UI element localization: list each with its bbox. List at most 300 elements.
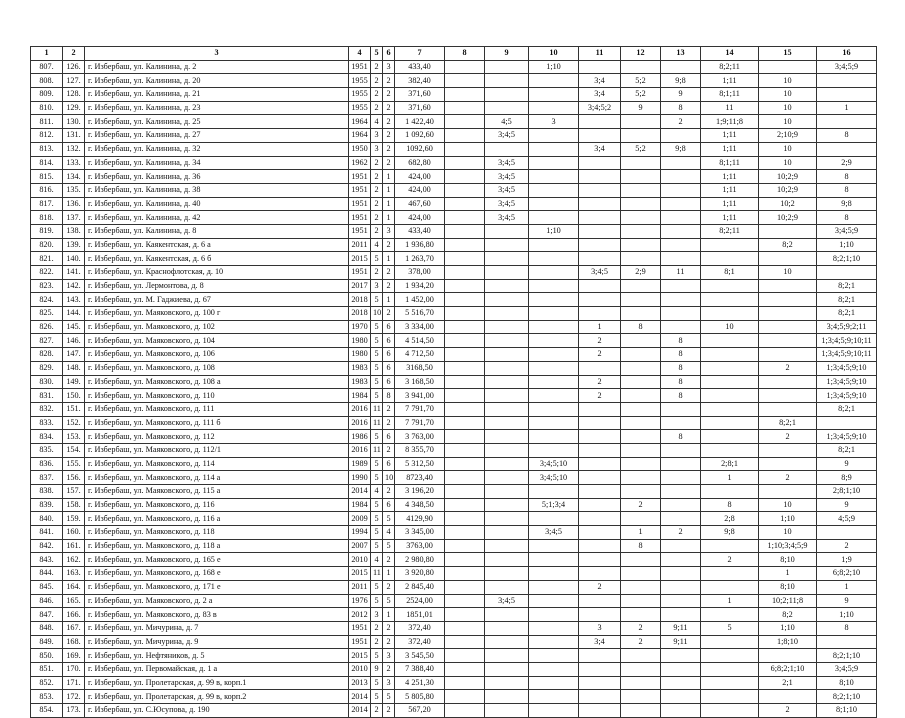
table-cell: 2 980,80: [395, 553, 445, 567]
table-cell: 1 092,60: [395, 129, 445, 143]
table-cell: [621, 375, 661, 389]
table-cell: 5: [371, 512, 383, 526]
table-cell: [621, 156, 661, 170]
table-cell: 8;2;1;10: [817, 690, 877, 704]
table-cell: [759, 252, 817, 266]
table-cell: 3;4;5;9: [817, 60, 877, 74]
table-cell: 3: [383, 676, 395, 690]
table-cell: [529, 156, 579, 170]
table-cell: 1;9: [817, 553, 877, 567]
table-cell: 844.: [31, 567, 63, 581]
table-cell: 159.: [63, 512, 85, 526]
table-row: [31, 621, 877, 635]
table-cell: 2 845,40: [395, 580, 445, 594]
table-cell: [445, 594, 485, 608]
table-cell: 5;2: [621, 88, 661, 102]
table-row: [31, 690, 877, 704]
table-cell: 173.: [63, 704, 85, 718]
table-cell: [661, 567, 701, 581]
table-cell: 810.: [31, 101, 63, 115]
table-cell: [445, 443, 485, 457]
table-cell: [445, 170, 485, 184]
table-cell: [485, 279, 529, 293]
table-cell: 1;10: [759, 621, 817, 635]
table-cell: [529, 293, 579, 307]
table-cell: 5: [371, 580, 383, 594]
table-cell: 820.: [31, 238, 63, 252]
table-cell: [661, 197, 701, 211]
table-cell: 3;4;5;10: [529, 457, 579, 471]
table-cell: [485, 334, 529, 348]
table-row: [31, 594, 877, 608]
table-cell: [445, 567, 485, 581]
table-cell: 139.: [63, 238, 85, 252]
table-cell: 3: [579, 621, 621, 635]
table-cell: 1;3;4;5;9;10: [817, 361, 877, 375]
address-cell: г. Избербаш, ул. Маяковского, д. 108 а: [85, 375, 349, 389]
table-cell: 2009: [349, 512, 371, 526]
table-cell: 6: [383, 348, 395, 362]
table-cell: 144.: [63, 307, 85, 321]
table-cell: [529, 443, 579, 457]
table-cell: 818.: [31, 211, 63, 225]
table-cell: 2: [621, 635, 661, 649]
table-cell: [701, 279, 759, 293]
table-cell: [817, 88, 877, 102]
table-cell: [485, 553, 529, 567]
table-cell: 1: [579, 320, 621, 334]
table-cell: 1: [383, 293, 395, 307]
table-cell: 1 263,70: [395, 252, 445, 266]
table-cell: 1;10;3;4;5;9: [759, 539, 817, 553]
table-cell: 1986: [349, 430, 371, 444]
table-cell: 1;8;10: [759, 635, 817, 649]
table-cell: 2: [383, 416, 395, 430]
table-cell: 838.: [31, 485, 63, 499]
table-cell: [485, 430, 529, 444]
table-cell: 150.: [63, 389, 85, 403]
table-cell: 156.: [63, 471, 85, 485]
table-cell: 8: [817, 211, 877, 225]
table-cell: 813.: [31, 142, 63, 156]
table-cell: 3 168,50: [395, 375, 445, 389]
table-cell: 2: [383, 635, 395, 649]
table-row: [31, 512, 877, 526]
address-cell: г. Избербаш, ул. Калинина, д. 20: [85, 74, 349, 88]
table-cell: [529, 170, 579, 184]
table-cell: [759, 348, 817, 362]
table-cell: 1955: [349, 74, 371, 88]
table-cell: 8: [817, 621, 877, 635]
table-cell: 809.: [31, 88, 63, 102]
table-cell: 1: [759, 567, 817, 581]
table-cell: 378,00: [395, 266, 445, 280]
table-cell: [485, 348, 529, 362]
table-cell: 424,00: [395, 183, 445, 197]
table-cell: [817, 74, 877, 88]
table-cell: 5: [371, 348, 383, 362]
table-cell: 8;2;1: [817, 293, 877, 307]
table-cell: [661, 512, 701, 526]
table-cell: 372,40: [395, 621, 445, 635]
table-cell: 2: [383, 704, 395, 718]
table-cell: 3;4;5: [529, 526, 579, 540]
table-cell: 154.: [63, 443, 85, 457]
table-cell: 819.: [31, 224, 63, 238]
table-cell: 5: [371, 320, 383, 334]
address-cell: г. Избербаш, ул. Маяковского, д. 165 е: [85, 553, 349, 567]
table-row: [31, 635, 877, 649]
table-cell: 371,60: [395, 101, 445, 115]
table-cell: 2;8: [701, 512, 759, 526]
table-cell: 6;8;2;1;10: [759, 662, 817, 676]
table-cell: [579, 211, 621, 225]
table-cell: 10: [759, 156, 817, 170]
table-cell: 9: [371, 662, 383, 676]
table-cell: 11: [371, 416, 383, 430]
table-cell: 165.: [63, 594, 85, 608]
table-cell: [759, 443, 817, 457]
table-cell: [701, 334, 759, 348]
table-cell: 567,20: [395, 704, 445, 718]
table-cell: [621, 594, 661, 608]
address-cell: г. Избербаш, ул. Каякентская, д. 6 а: [85, 238, 349, 252]
table-cell: 2: [383, 485, 395, 499]
table-cell: [445, 238, 485, 252]
column-number-11: 11: [579, 47, 621, 61]
address-cell: г. Избербаш, ул. Маяковского, д. 108: [85, 361, 349, 375]
table-row: [31, 334, 877, 348]
table-cell: 3;4;5;9: [817, 224, 877, 238]
table-cell: 1: [383, 170, 395, 184]
table-cell: [529, 252, 579, 266]
table-cell: 5 312,50: [395, 457, 445, 471]
table-cell: [445, 416, 485, 430]
table-cell: 161.: [63, 539, 85, 553]
table-cell: 852.: [31, 676, 63, 690]
table-cell: [445, 348, 485, 362]
table-cell: 151.: [63, 402, 85, 416]
table-cell: 4 348,50: [395, 498, 445, 512]
table-cell: 2: [383, 101, 395, 115]
table-cell: 3;4;5: [485, 129, 529, 143]
address-cell: г. Избербаш, ул. Калинина, д. 2: [85, 60, 349, 74]
table-cell: 6: [383, 430, 395, 444]
table-cell: 815.: [31, 170, 63, 184]
table-cell: 9: [817, 498, 877, 512]
table-cell: 811.: [31, 115, 63, 129]
table-cell: [817, 266, 877, 280]
table-cell: [759, 402, 817, 416]
table-cell: 382,40: [395, 74, 445, 88]
table-cell: [661, 156, 701, 170]
table-cell: [579, 115, 621, 129]
address-cell: г. Избербаш, ул. Маяковского, д. 102: [85, 320, 349, 334]
table-cell: 3: [383, 224, 395, 238]
table-cell: [529, 279, 579, 293]
table-cell: [579, 402, 621, 416]
address-cell: г. Избербаш, ул. Краснофлотская, д. 10: [85, 266, 349, 280]
table-row: [31, 608, 877, 622]
table-cell: 172.: [63, 690, 85, 704]
table-cell: 2: [383, 129, 395, 143]
table-cell: [579, 553, 621, 567]
table-cell: [701, 238, 759, 252]
table-cell: [817, 115, 877, 129]
table-cell: [445, 498, 485, 512]
table-cell: 2017: [349, 279, 371, 293]
table-row: [31, 224, 877, 238]
table-cell: [579, 594, 621, 608]
address-cell: г. Избербаш, ул. Калинина, д. 42: [85, 211, 349, 225]
table-cell: 5: [383, 539, 395, 553]
table-cell: 8;2;1: [759, 416, 817, 430]
table-cell: [701, 375, 759, 389]
table-cell: [485, 635, 529, 649]
table-cell: [661, 224, 701, 238]
table-cell: 3;4;5: [485, 594, 529, 608]
table-cell: [445, 211, 485, 225]
table-cell: 2;8;1;10: [817, 485, 877, 499]
table-cell: 3: [371, 279, 383, 293]
table-cell: [759, 307, 817, 321]
address-cell: г. Избербаш, ул. Калинина, д. 27: [85, 129, 349, 143]
table-cell: 4: [371, 485, 383, 499]
table-cell: 8;2;1: [817, 443, 877, 457]
table-cell: 433,40: [395, 60, 445, 74]
table-cell: [621, 115, 661, 129]
table-cell: 1964: [349, 115, 371, 129]
table-cell: [579, 293, 621, 307]
table-cell: 8;2;1: [817, 307, 877, 321]
table-cell: [529, 704, 579, 718]
table-cell: 5: [371, 471, 383, 485]
table-cell: 8: [817, 129, 877, 143]
address-cell: г. Избербаш, ул. Маяковского, д. 114 а: [85, 471, 349, 485]
table-cell: [579, 430, 621, 444]
table-cell: 130.: [63, 115, 85, 129]
address-cell: г. Избербаш, ул. Маяковского, д. 83 в: [85, 608, 349, 622]
table-cell: [485, 512, 529, 526]
table-cell: 9;11: [661, 635, 701, 649]
table-cell: [621, 60, 661, 74]
table-cell: 5: [371, 539, 383, 553]
table-cell: 843.: [31, 553, 63, 567]
address-cell: г. Избербаш, ул. Калинина, д. 38: [85, 183, 349, 197]
table-cell: 131.: [63, 129, 85, 143]
table-cell: 9;8: [661, 74, 701, 88]
address-cell: г. Избербаш, ул. Каякентская, д. 6 б: [85, 252, 349, 266]
table-cell: 8: [661, 430, 701, 444]
table-cell: [701, 485, 759, 499]
table-cell: [701, 389, 759, 403]
table-cell: [445, 512, 485, 526]
table-cell: 3 345,00: [395, 526, 445, 540]
table-cell: [485, 375, 529, 389]
table-cell: [445, 101, 485, 115]
table-cell: 1 452,00: [395, 293, 445, 307]
table-cell: 3 334,00: [395, 320, 445, 334]
table-cell: 682,80: [395, 156, 445, 170]
table-row: [31, 649, 877, 663]
table-cell: [701, 539, 759, 553]
address-cell: г. Избербаш, ул. Маяковского, д. 168 е: [85, 567, 349, 581]
table-cell: 1;3;4;5;9;10: [817, 430, 877, 444]
table-cell: 2: [383, 580, 395, 594]
table-cell: 846.: [31, 594, 63, 608]
table-cell: [485, 252, 529, 266]
table-row: [31, 402, 877, 416]
table-cell: 821.: [31, 252, 63, 266]
table-cell: 133.: [63, 156, 85, 170]
table-cell: [485, 608, 529, 622]
table-cell: [579, 170, 621, 184]
table-cell: [701, 430, 759, 444]
table-cell: [529, 649, 579, 663]
table-cell: [621, 402, 661, 416]
table-cell: [529, 129, 579, 143]
table-cell: 839.: [31, 498, 63, 512]
address-cell: г. Избербаш, ул. М. Гаджиева, д. 67: [85, 293, 349, 307]
table-cell: 8;2;11: [701, 224, 759, 238]
table-cell: [445, 485, 485, 499]
table-cell: 371,60: [395, 88, 445, 102]
table-cell: 8: [701, 498, 759, 512]
table-cell: [445, 60, 485, 74]
table-cell: 8;1;11: [701, 88, 759, 102]
table-cell: [485, 88, 529, 102]
table-cell: 166.: [63, 608, 85, 622]
table-row: [31, 142, 877, 156]
table-cell: 1964: [349, 129, 371, 143]
table-row: [31, 88, 877, 102]
table-cell: [445, 621, 485, 635]
table-cell: [485, 690, 529, 704]
table-cell: 8;2;1: [817, 279, 877, 293]
table-cell: [621, 662, 661, 676]
column-number-3: 3: [85, 47, 349, 61]
table-cell: 8;2;11: [701, 60, 759, 74]
table-cell: [485, 402, 529, 416]
table-cell: 3;4;5: [485, 197, 529, 211]
table-cell: 2016: [349, 443, 371, 457]
address-cell: г. Избербаш, ул. Калинина, д. 32: [85, 142, 349, 156]
table-row: [31, 348, 877, 362]
table-cell: [661, 416, 701, 430]
table-cell: [445, 320, 485, 334]
table-cell: [579, 457, 621, 471]
table-cell: 1: [817, 580, 877, 594]
table-row: [31, 580, 877, 594]
table-cell: 4: [371, 238, 383, 252]
table-row: [31, 539, 877, 553]
table-cell: 8: [661, 348, 701, 362]
table-cell: 8 355,70: [395, 443, 445, 457]
table-cell: [445, 156, 485, 170]
table-cell: [445, 334, 485, 348]
table-cell: [485, 389, 529, 403]
table-cell: [661, 539, 701, 553]
table-cell: 169.: [63, 649, 85, 663]
table-cell: 836.: [31, 457, 63, 471]
table-cell: 2524,00: [395, 594, 445, 608]
table-row: [31, 266, 877, 280]
table-cell: 129.: [63, 101, 85, 115]
table-cell: [485, 74, 529, 88]
table-cell: [485, 676, 529, 690]
table-cell: 157.: [63, 485, 85, 499]
table-cell: 1983: [349, 361, 371, 375]
table-row: [31, 307, 877, 321]
table-cell: [621, 197, 661, 211]
table-cell: 10;2;9: [759, 170, 817, 184]
housing-table: [30, 46, 877, 718]
table-cell: [661, 170, 701, 184]
table-cell: 4;5;9: [817, 512, 877, 526]
table-cell: [529, 676, 579, 690]
address-cell: г. Избербаш, ул. Калинина, д. 21: [85, 88, 349, 102]
table-cell: [445, 252, 485, 266]
table-cell: 10: [759, 115, 817, 129]
table-cell: 2: [383, 88, 395, 102]
table-cell: 1: [383, 608, 395, 622]
table-cell: [661, 60, 701, 74]
table-cell: 2: [383, 553, 395, 567]
table-cell: 848.: [31, 621, 63, 635]
table-cell: 2: [661, 526, 701, 540]
table-cell: [759, 293, 817, 307]
table-row: [31, 279, 877, 293]
table-cell: [445, 293, 485, 307]
table-cell: [759, 690, 817, 704]
table-cell: [579, 156, 621, 170]
table-cell: 2018: [349, 293, 371, 307]
table-cell: 10;2;11;8: [759, 594, 817, 608]
table-cell: [621, 471, 661, 485]
table-cell: [485, 142, 529, 156]
table-cell: 10: [759, 498, 817, 512]
table-cell: [529, 539, 579, 553]
address-cell: г. Избербаш, ул. Калинина, д. 8: [85, 224, 349, 238]
table-cell: 3;4;5;10: [529, 471, 579, 485]
table-cell: [661, 580, 701, 594]
table-cell: 138.: [63, 224, 85, 238]
table-cell: 5: [371, 293, 383, 307]
table-row: [31, 320, 877, 334]
table-cell: [579, 307, 621, 321]
table-cell: [579, 129, 621, 143]
table-cell: [759, 457, 817, 471]
table-cell: [445, 183, 485, 197]
table-cell: [529, 211, 579, 225]
table-cell: 1951: [349, 621, 371, 635]
table-cell: 1990: [349, 471, 371, 485]
table-cell: [621, 279, 661, 293]
table-cell: 6: [383, 498, 395, 512]
table-cell: [579, 676, 621, 690]
table-cell: 2: [759, 361, 817, 375]
table-cell: 832.: [31, 402, 63, 416]
table-cell: 1;10: [817, 238, 877, 252]
table-cell: [485, 539, 529, 553]
table-cell: 10;2: [759, 197, 817, 211]
table-cell: 2: [371, 74, 383, 88]
table-cell: [445, 526, 485, 540]
table-cell: 831.: [31, 389, 63, 403]
table-cell: 830.: [31, 375, 63, 389]
table-cell: [485, 101, 529, 115]
table-cell: [485, 307, 529, 321]
